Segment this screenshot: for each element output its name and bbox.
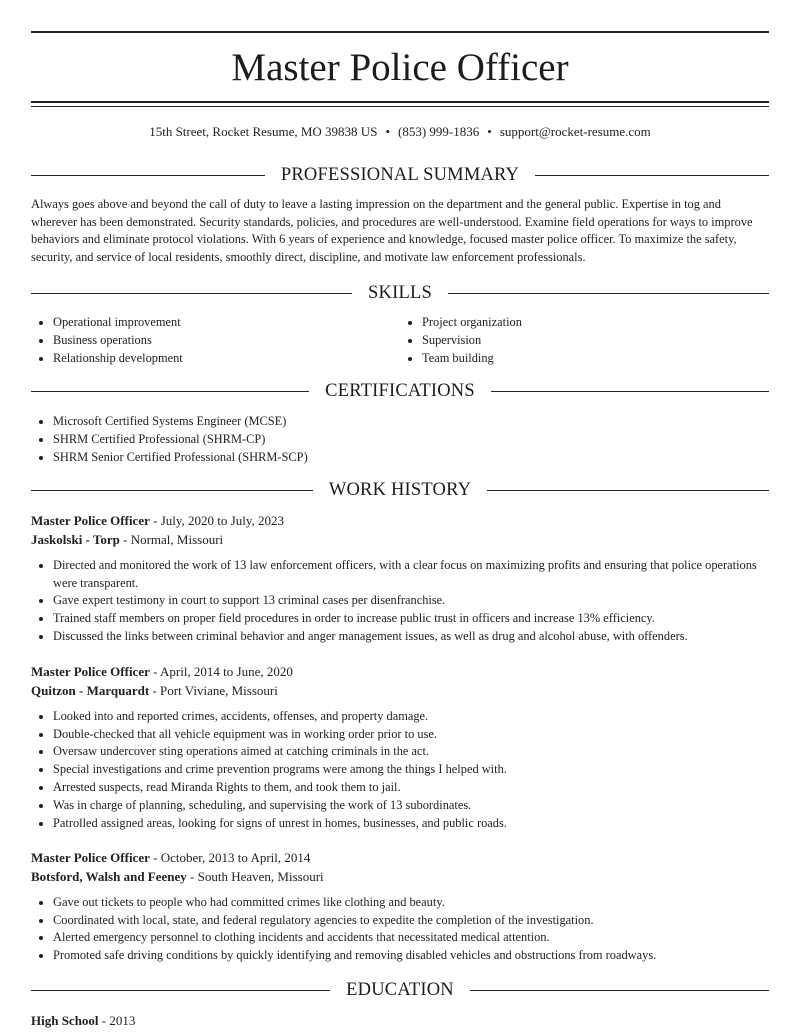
job-bullet: • Looked into and reported crimes, accidents, offenses, and property damage. (53, 708, 769, 726)
skills-column-left (31, 314, 400, 367)
skill-item: • Team building (422, 350, 769, 368)
section-rule-right (487, 490, 769, 491)
skill-item: • Project organization (422, 314, 769, 332)
job-bullet: • Alerted emergency personnel to clothing incidents and accidents that necessitated medical attention. (53, 929, 769, 947)
skill-item: • Supervision (422, 332, 769, 350)
job-bullet: • Was in charge of planning, scheduling, and supervising the work of 13 subordinates. (53, 797, 769, 815)
education-section-header (31, 978, 769, 1002)
job-bullet: • Gave expert testimony in court to support 13 criminal cases per disenfranchise. (53, 592, 769, 610)
job-bullet: • Directed and monitored the work of 13 law enforcement officers, with a clear focus on maximizing profits and ensuring that police operations were transparent. (53, 557, 769, 593)
education-heading: EDUCATION (346, 980, 454, 1000)
job-bullet: • Trained staff members on proper field procedures in order to increase public trust in officers and increase 13% efficiency. (53, 610, 769, 628)
job-employer-line (31, 867, 769, 886)
summary-text: Always goes above and beyond the call of duty to leave a lasting impression on the department and the general public. Expertise in tog and wherever has been demonstrated. Security standards, policies, and procedures are well-understood. Examine field operations for ways to improve behaviors and eliminate protocol violations. With 6 years of experience and knowledge, focused master police officer. To maximize the safety, security, and service of local residents, smoothly direct, discipline, and motivate law enforcement professionals. (31, 197, 753, 264)
job-bullet: • Special investigations and crime prevention programs were among the things I helped with. (53, 761, 769, 779)
certification-item: • Microsoft Certified Systems Engineer (MCSE) (53, 413, 769, 431)
education-degree: High School (31, 1013, 99, 1028)
job-title-line (31, 511, 769, 530)
job-dates: - April, 2014 to June, 2020 (149, 664, 293, 679)
job-dates: - July, 2020 to July, 2023 (149, 513, 284, 528)
resume-name: Master Police Officer (231, 46, 569, 89)
section-rule-right (448, 293, 769, 294)
job-employer-line (31, 681, 769, 700)
section-rule-right (535, 175, 769, 176)
education-year: - 2013 (98, 1013, 136, 1028)
title-rule-upper (31, 101, 769, 103)
summary-heading: PROFESSIONAL SUMMARY (280, 165, 520, 185)
job-bullets (31, 557, 769, 646)
skills-column-right (400, 314, 769, 367)
certification-item: • SHRM Certified Professional (SHRM-CP) (53, 431, 769, 449)
skills-heading: SKILLS (368, 283, 432, 303)
job-bullets (31, 894, 769, 965)
job-entry (31, 511, 769, 646)
job-company: Botsford, Walsh and Feeney (31, 869, 187, 885)
job-bullet: • Discussed the links between criminal behavior and anger management issues, as well as drug and alcohol abuse, with offenders. (53, 628, 769, 646)
skill-item: • Business operations (53, 332, 400, 350)
title-rule-lower (31, 106, 769, 107)
job-bullet: • Promoted safe driving conditions by quickly identifying and removing disabled vehicles and obstructions from roadways. (53, 947, 769, 965)
job-bullet: • Patrolled assigned areas, looking for signs of unrest in homes, businesses, and public roads. (53, 815, 769, 833)
job-entry (31, 848, 769, 965)
education-entry (31, 1011, 769, 1030)
job-bullet: • Arrested suspects, read Miranda Rights to them, and took them to jail. (53, 779, 769, 797)
job-title: Master Police Officer (31, 850, 150, 865)
contact-line (0, 123, 800, 141)
certifications-list (31, 413, 769, 466)
job-location: - South Heaven, Missouri (186, 869, 324, 885)
job-title: Master Police Officer (31, 513, 150, 528)
section-rule-left (31, 175, 265, 176)
job-location: - Port Viviane, Missouri (149, 683, 278, 699)
job-title: Master Police Officer (31, 664, 150, 679)
contact-email[interactable]: support@rocket-resume.com (499, 124, 651, 139)
job-bullet: • Oversaw undercover sting operations aimed at catching criminals in the act. (53, 743, 769, 761)
contact-phone: (853) 999-1836 (398, 124, 480, 139)
job-employer-line (31, 530, 769, 549)
summary-section-header (31, 163, 769, 187)
certifications-heading: CERTIFICATIONS (325, 381, 475, 401)
section-rule-left (31, 490, 313, 491)
section-rule-left (31, 391, 309, 392)
job-bullet: • Gave out tickets to people who had committed crimes like clothing and beauty. (53, 894, 769, 912)
job-entry (31, 662, 769, 832)
work-section-header (31, 478, 769, 502)
job-title-line (31, 662, 769, 681)
section-rule-right (491, 391, 769, 392)
section-rule-left (31, 990, 330, 991)
skill-item: • Relationship development (53, 350, 400, 368)
job-company: Quitzon - Marquardt (31, 683, 150, 699)
work-heading: WORK HISTORY (328, 480, 472, 500)
certifications-section-header (31, 379, 769, 403)
job-bullet: • Coordinated with local, state, and federal regulatory agencies to expedite the completion of the investigation. (53, 912, 769, 930)
top-rule (31, 31, 769, 33)
certification-item: • SHRM Senior Certified Professional (SHRM-SCP) (53, 449, 769, 467)
contact-separator: • (487, 124, 492, 139)
section-rule-left (31, 293, 352, 294)
skills-section-header (31, 281, 769, 305)
job-company: Jaskolski - Torp (31, 532, 120, 548)
skills-list (31, 314, 769, 367)
job-location: - Normal, Missouri (119, 532, 224, 548)
contact-separator: • (385, 124, 390, 139)
job-bullets (31, 708, 769, 833)
job-title-line (31, 848, 769, 867)
job-bullet: • Double-checked that all vehicle equipment was in working order prior to use. (53, 726, 769, 744)
section-rule-right (470, 990, 769, 991)
job-dates: - October, 2013 to April, 2014 (149, 850, 311, 865)
contact-address: 15th Street, Rocket Resume, MO 39838 US (149, 124, 378, 139)
skill-item: • Operational improvement (53, 314, 400, 332)
